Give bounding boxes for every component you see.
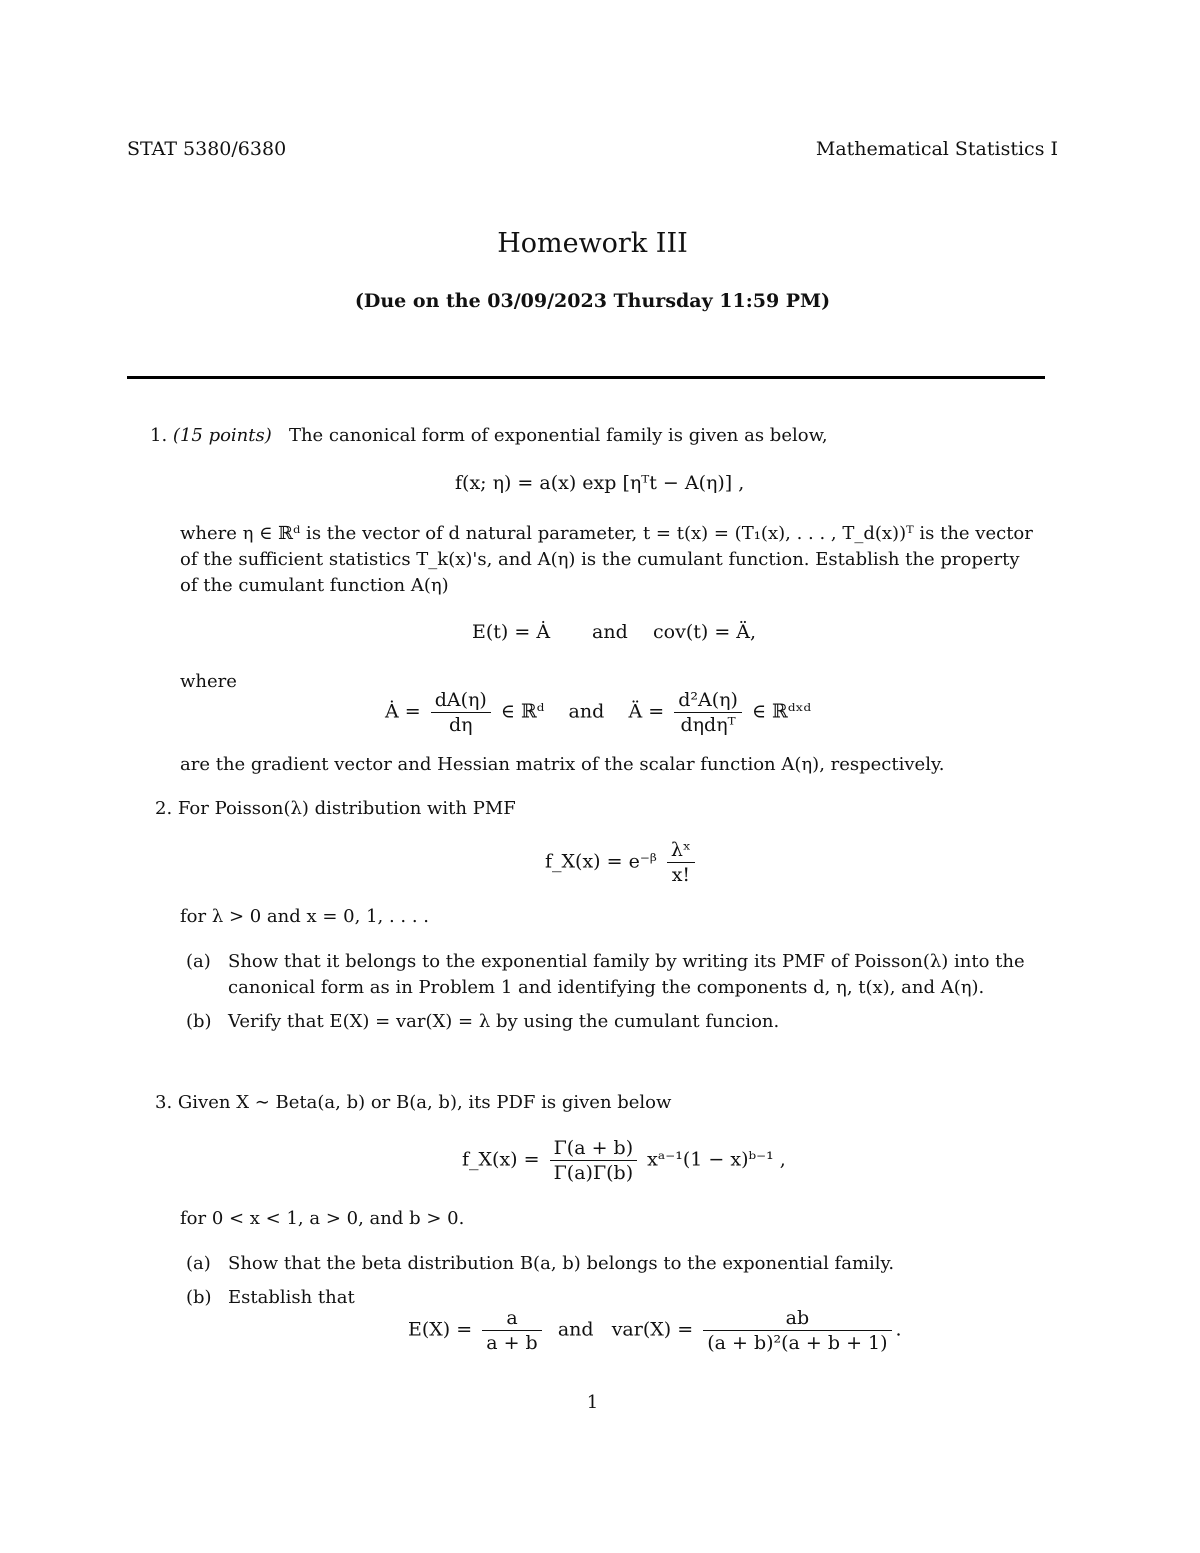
problem-3-text: Given X ∼ Beta(a, b) or B(a, b), its PDF is given below: [177, 1092, 672, 1113]
poisson-pmf-equation: [545, 838, 699, 887]
problem-1-intro: [150, 424, 828, 448]
variance-fraction: [703, 1306, 891, 1355]
hessian-fraction: [674, 688, 742, 737]
problem-2-intro: [155, 797, 516, 821]
problem-2b-label: (b): [186, 1011, 212, 1032]
variance-numerator: ab: [703, 1306, 891, 1331]
property-covariance: cov(t) = Ä,: [653, 621, 757, 643]
problem-2b-text: Verify that E(X) = var(X) = λ by using the cumulant funcion.: [228, 1011, 780, 1032]
gradient-fraction: [431, 688, 491, 737]
mean-numerator: a: [482, 1306, 542, 1331]
poisson-pmf-denominator: x!: [671, 864, 691, 886]
problem-1-points: (15 points): [172, 425, 272, 446]
hessian-numerator: d²A(η): [674, 688, 742, 713]
hessian-denominator: dηdηᵀ: [680, 714, 736, 736]
problem-3-number: 3.: [155, 1092, 173, 1113]
moments-and: and: [557, 1318, 594, 1341]
problem-2a-line-1: Show that it belongs to the exponential family by writing its PMF of Poisson(λ) into the: [228, 951, 1025, 972]
gradient-hessian-definitions: [385, 688, 811, 737]
mean-denominator: a + b: [486, 1332, 538, 1354]
problem-1-text: The canonical form of exponential family is given as below,: [288, 425, 828, 446]
hessian-lhs: Ä =: [628, 700, 665, 723]
problem-1-where-line-3: of the cumulant function A(η): [180, 575, 449, 596]
poisson-pmf-lhs: f_X(x) = e⁻ᵝ: [545, 850, 657, 873]
property-and: and: [592, 621, 628, 643]
gradient-denominator: dη: [449, 714, 473, 736]
problem-1-closing: are the gradient vector and Hessian matrix of the scalar function A(η), respectively.: [180, 754, 945, 775]
where-word: where: [180, 671, 237, 692]
variance-denominator: (a + b)²(a + b + 1): [707, 1332, 888, 1354]
beta-pdf-rhs: xᵃ⁻¹(1 − x)ᵇ⁻¹ ,: [647, 1148, 786, 1171]
course-code: STAT 5380/6380: [127, 138, 287, 160]
beta-pdf-numerator: Γ(a + b): [550, 1136, 638, 1161]
variance-end: .: [895, 1318, 902, 1341]
mean-lhs: E(X) =: [408, 1318, 473, 1341]
beta-pdf-denominator: Γ(a)Γ(b): [553, 1162, 634, 1184]
poisson-condition: for λ > 0 and x = 0, 1, . . . .: [180, 906, 430, 927]
canonical-form-equation: f(x; η) = a(x) exp [ηᵀt − A(η)] ,: [455, 472, 745, 494]
variance-lhs: var(X) =: [611, 1318, 694, 1341]
due-date: (Due on the 03/09/2023 Thursday 11:59 PM): [354, 290, 831, 312]
page-number: 1: [586, 1392, 599, 1413]
problem-1-number: 1.: [150, 425, 168, 446]
property-expectation: E(t) = Ȧ: [472, 621, 551, 643]
horizontal-rule: [127, 376, 1045, 379]
beta-moments-equation: [408, 1306, 902, 1355]
poisson-pmf-fraction: [667, 838, 695, 887]
problem-2-text: For Poisson(λ) distribution with PMF: [177, 798, 516, 819]
gradient-lhs: Ȧ =: [385, 700, 421, 723]
course-title: Mathematical Statistics I: [815, 138, 1058, 160]
problem-2a-label: (a): [186, 951, 211, 972]
beta-pdf-fraction: [550, 1136, 638, 1185]
problem-1-where-line-1: where η ∈ ℝᵈ is the vector of d natural parameter, t = t(x) = (T₁(x), . . . , T_d(x))ᵀ is the vector: [180, 523, 1033, 544]
beta-condition: for 0 < x < 1, a > 0, and b > 0.: [180, 1208, 465, 1229]
problem-2a-line-2: canonical form as in Problem 1 and identifying the components d, η, t(x), and A(η).: [228, 977, 985, 998]
gradient-numerator: dA(η): [431, 688, 491, 713]
problem-3a-label: (a): [186, 1253, 211, 1274]
beta-pdf-lhs: f_X(x) =: [462, 1148, 540, 1171]
problem-1-where-line-2: of the sufficient statistics T_k(x)'s, and A(η) is the cumulant function. Establish the property: [180, 549, 1020, 570]
beta-pdf-equation: [462, 1136, 786, 1185]
problem-3b-text: Establish that: [228, 1287, 355, 1308]
problem-3a-text: Show that the beta distribution B(a, b) belongs to the exponential family.: [228, 1253, 895, 1274]
problem-2-number: 2.: [155, 798, 173, 819]
hessian-space: ∈ ℝᵈˣᵈ: [751, 700, 812, 723]
mean-fraction: [482, 1306, 542, 1355]
problem-3-intro: [155, 1091, 671, 1115]
gradient-and: and: [568, 700, 605, 723]
gradient-space: ∈ ℝᵈ: [500, 700, 545, 723]
poisson-pmf-numerator: λˣ: [667, 838, 695, 863]
problem-3b-label: (b): [186, 1287, 212, 1308]
page-title: Homework III: [497, 228, 688, 259]
